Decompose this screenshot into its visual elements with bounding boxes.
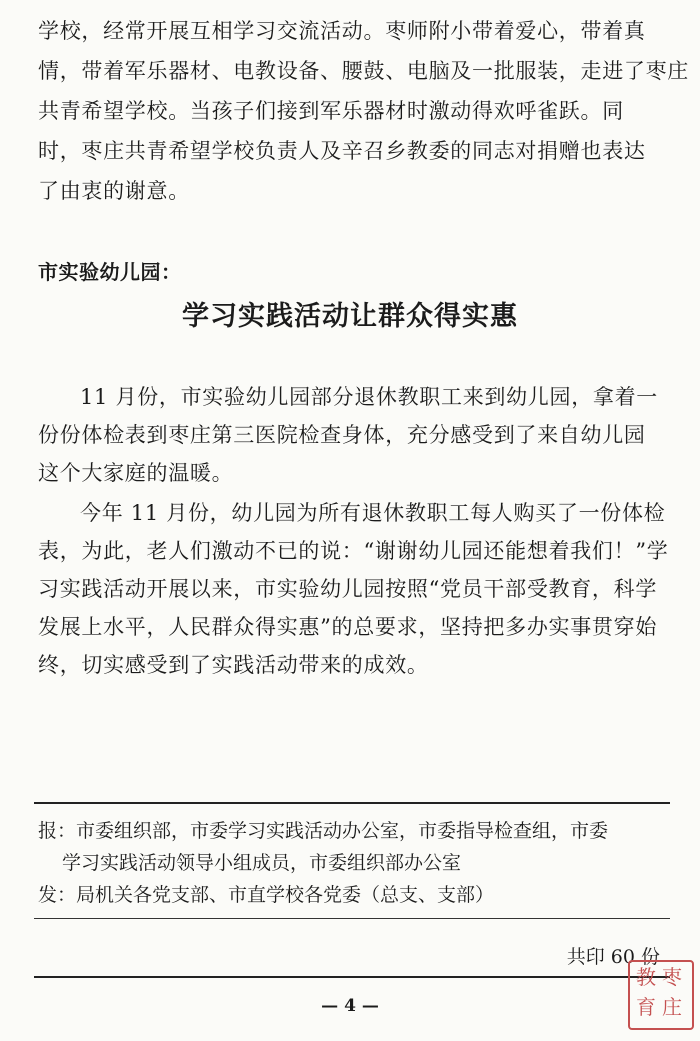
paragraph-line: 表，为此，老人们激动不已的说：“谢谢幼儿园还能想着我们！”学 bbox=[38, 539, 669, 563]
copies-count: 共印 60 份 bbox=[566, 946, 660, 968]
send-to-line: 发：局机关各党支部、市直学校各党委（总支、支部） bbox=[38, 884, 495, 906]
paragraph-line: 这个大家庭的温暖。 bbox=[38, 461, 234, 485]
body-line: 了由衷的谢意。 bbox=[38, 179, 190, 203]
paragraph-line: 份份体检表到枣庄第三医院检查身体，充分感受到了来自幼儿园 bbox=[38, 423, 646, 447]
report-to-line-cont: 学习实践活动领导小组成员，市委组织部办公室 bbox=[62, 852, 462, 874]
paragraph-line: 习实践活动开展以来，市实验幼儿园按照“党员干部受教育，科学 bbox=[38, 577, 658, 601]
body-line: 时，枣庄共青希望学校负责人及辛召乡教委的同志对捐赠也表达 bbox=[38, 139, 646, 163]
paragraph-line: 终，切实感受到了实践活动带来的成效。 bbox=[38, 653, 429, 677]
section-title: 学习实践活动让群众得实惠 bbox=[182, 301, 518, 332]
watermark-stamp bbox=[628, 960, 694, 1030]
paragraph-line: 11 月份，市实验幼儿园部分退休教职工来到幼儿园，拿着一 bbox=[80, 385, 658, 409]
stamp-char: 庄 bbox=[662, 995, 682, 1019]
paragraph-line: 发展上水平，人民群众得实惠”的总要求，坚持把多办实事贯穿始 bbox=[38, 615, 658, 639]
body-line: 学校，经常开展互相学习交流活动。枣师附小带着爱心，带着真 bbox=[38, 19, 646, 43]
divider-bottom bbox=[34, 976, 670, 978]
divider-top bbox=[34, 802, 670, 804]
body-line: 共青希望学校。当孩子们接到军乐器材时激动得欢呼雀跃。同 bbox=[38, 99, 624, 123]
stamp-char: 教 bbox=[636, 965, 656, 989]
stamp-char: 育 bbox=[636, 995, 656, 1019]
body-line: 情，带着军乐器材、电教设备、腰鼓、电脑及一批服装，走进了枣庄 bbox=[38, 59, 689, 83]
section-org-name: 市实验幼儿园： bbox=[38, 260, 182, 284]
stamp-char: 枣 bbox=[662, 965, 682, 989]
report-to-line: 报：市委组织部，市委学习实践活动办公室，市委指导检查组，市委 bbox=[38, 820, 609, 842]
paragraph-line: 今年 11 月份，幼儿园为所有退休教职工每人购买了一份体检 bbox=[80, 501, 666, 525]
divider-middle bbox=[34, 918, 670, 919]
page-number: — 4 — bbox=[321, 996, 379, 1016]
